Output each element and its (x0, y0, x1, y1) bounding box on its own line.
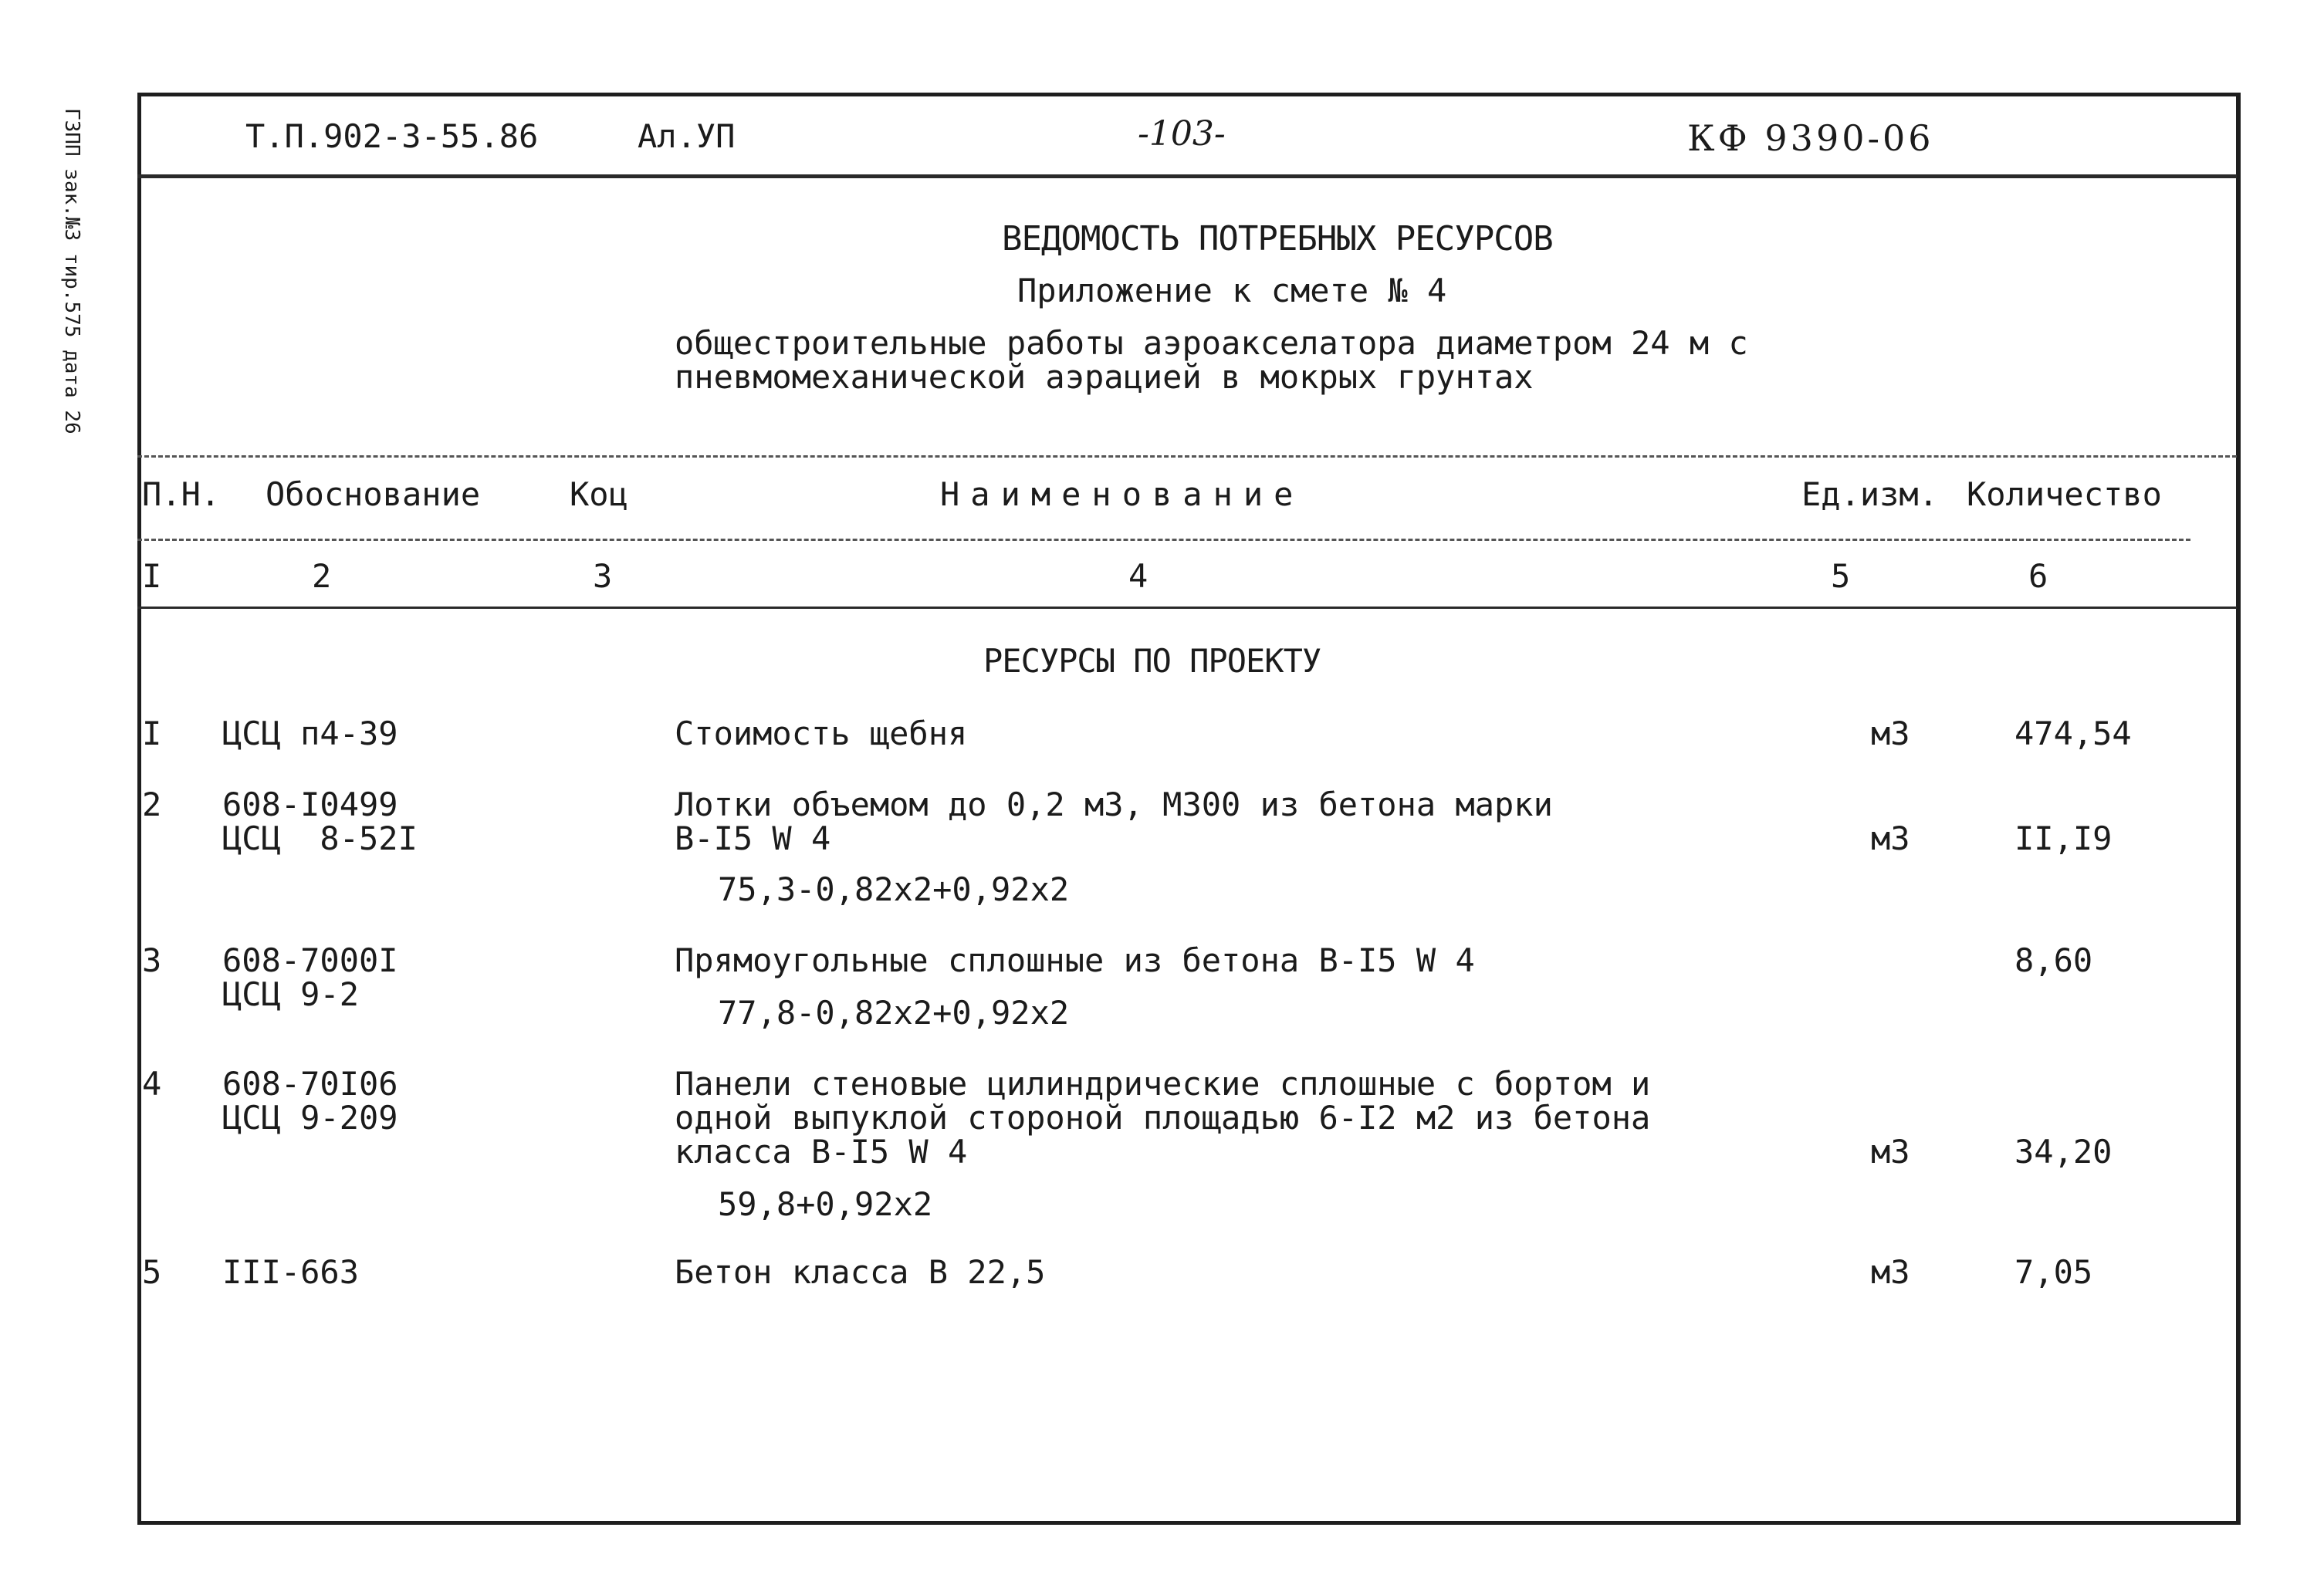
row-name: Прямоугольные сплошные из бетона В-I5 W 4 (675, 941, 1475, 979)
row-name: Бетон класса В 22,5 (675, 1253, 1046, 1291)
subject-line-1: общестроительные работы аэроакселатора диаметром 24 м с (675, 324, 1748, 362)
row-basis-line-2: ЦСЦ 9-2 (222, 975, 360, 1013)
column-number-divider (137, 607, 2237, 609)
row-pn: 4 (142, 1065, 162, 1103)
row-quantity: II,I9 (2014, 819, 2113, 857)
row-quantity: 34,20 (2014, 1133, 2113, 1171)
row-basis: III-663 (222, 1253, 360, 1291)
project-number: Т.П.902-3-55.86 (245, 117, 539, 155)
row-pn: 5 (142, 1253, 162, 1291)
row-basis-line-1: 608-70I06 (222, 1065, 398, 1103)
margin-print-note (54, 108, 100, 478)
column-number-3: 3 (593, 557, 613, 595)
row-calculation: 77,8-0,82х2+0,92х2 (718, 994, 1070, 1032)
row-basis-line-2: ЦСЦ 9-209 (222, 1099, 398, 1137)
column-number-1: I (142, 557, 162, 595)
stamp-divider (137, 174, 2237, 178)
header-quantity: Количество (1967, 475, 2162, 513)
row-calculation: 59,8+0,92х2 (718, 1185, 933, 1223)
appendix-title: Приложение к смете № 4 (1017, 272, 1447, 309)
table-top-rule (137, 455, 2237, 458)
subject-line-2: пневмомеханической аэрацией в мокрых грунтах (675, 358, 1534, 396)
row-name-line-2: В-I5 W 4 (675, 819, 831, 857)
row-name-line-2: одной выпуклой стороной площадью 6-I2 м2 из бетона (675, 1099, 1651, 1137)
header-name: Наименование (940, 475, 1304, 513)
row-unit: м3 (1871, 715, 1910, 752)
row-pn: I (142, 715, 162, 752)
row-quantity: 7,05 (2014, 1253, 2093, 1291)
album-label: Ал.УП (638, 117, 736, 155)
column-number-6: 6 (2028, 557, 2048, 595)
header-unit: Ед.изм. (1801, 475, 1939, 513)
header-basis: Обоснование (266, 475, 481, 513)
row-basis-line-1: 608-7000I (222, 941, 398, 979)
header-code: Коц (570, 475, 628, 513)
frame-left-edge-lower (137, 556, 141, 1525)
row-basis-line-1: 608-I0499 (222, 786, 398, 823)
row-quantity: 474,54 (2014, 715, 2132, 752)
row-name-line-1: Панели стеновые цилиндрические сплошные с бортом и (675, 1065, 1651, 1103)
document-title: ВЕДОМОСТЬ ПОТРЕБНЫХ РЕСУРСОВ (1002, 219, 1553, 259)
section-title: РЕСУРСЫ ПО ПРОЕКТУ (983, 642, 1321, 680)
header-pn: П.Н. (142, 475, 221, 513)
row-name-line-1: Лотки объемом до 0,2 м3, М300 из бетона марки (675, 786, 1553, 823)
row-pn: 2 (142, 786, 162, 823)
row-name-line-3: класса В-I5 W 4 (675, 1133, 968, 1171)
row-unit: м3 (1871, 1253, 1910, 1291)
row-unit: м3 (1871, 1133, 1910, 1171)
row-basis: ЦСЦ п4-39 (222, 715, 398, 752)
column-number-2: 2 (312, 557, 332, 595)
row-quantity: 8,60 (2014, 941, 2093, 979)
row-calculation: 75,3-0,82х2+0,92х2 (718, 870, 1070, 908)
header-divider (137, 539, 2190, 541)
margin-note-text: ГЗПП зак.№3 тир.575 дата 26 (60, 108, 83, 434)
row-pn: 3 (142, 941, 162, 979)
column-number-4: 4 (1128, 557, 1148, 595)
column-number-5: 5 (1831, 557, 1851, 595)
document-code: КФ 9390-06 (1687, 117, 1934, 159)
row-unit: м3 (1871, 819, 1910, 857)
row-name: Стоимость щебня (675, 715, 968, 752)
page-number: -103- (1138, 114, 1226, 154)
row-basis-line-2: ЦСЦ 8-52I (222, 819, 418, 857)
